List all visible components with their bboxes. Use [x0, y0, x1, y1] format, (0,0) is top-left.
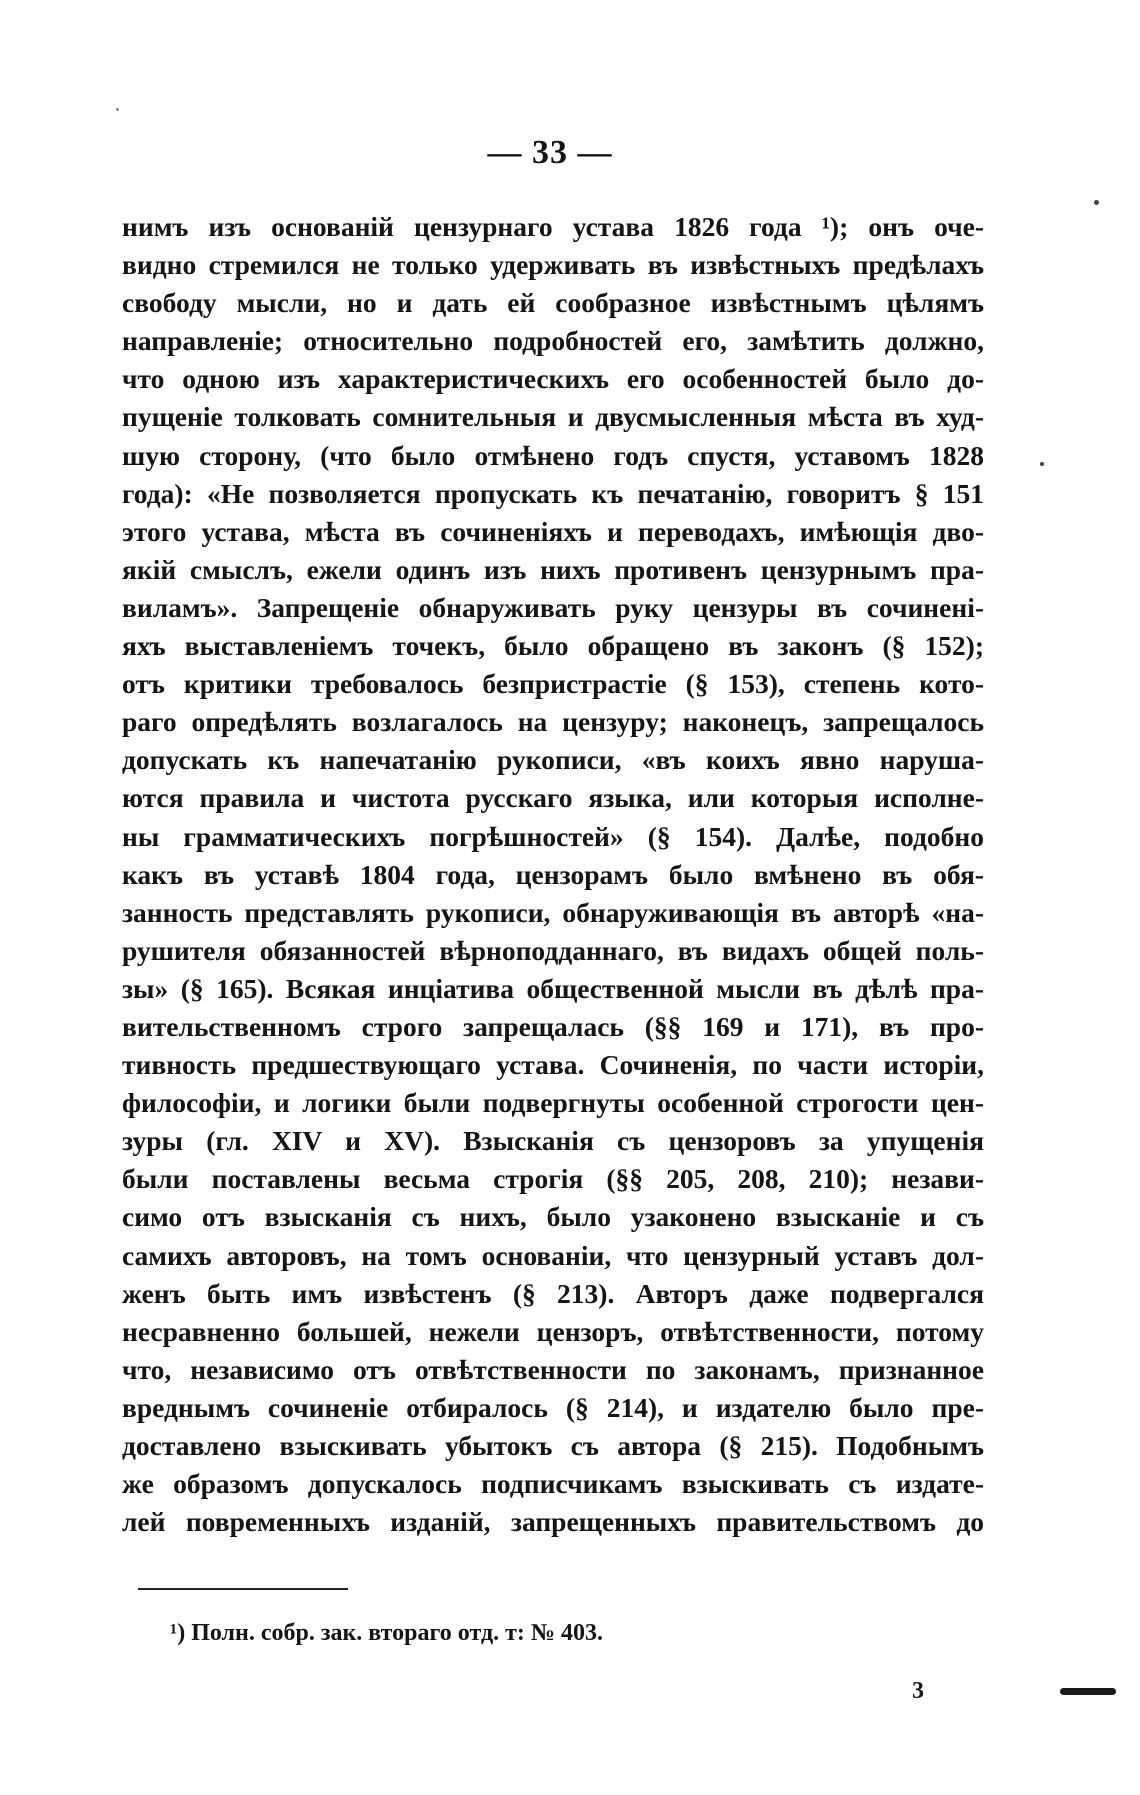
text-line: ны грамматическихъ погрѣшностей» (§ 154). Далѣе, подобно: [122, 820, 984, 852]
text-line: что, независимо отъ отвѣтственности по законамъ, признанное: [122, 1353, 984, 1385]
text-line: виламъ». Запрещеніе обнаруживать руку цензуры въ сочиненi-: [122, 591, 984, 623]
text-line: симо отъ взысканія съ нихъ, было узаконено взысканіе и съ: [122, 1201, 984, 1233]
text-line: пущеніе толковать сомнительныя и двусмысленныя мѣста въ худ-: [122, 401, 984, 433]
footnote: ¹) Полн. собр. зак. вторaго отд. т: № 403.: [170, 1620, 603, 1646]
ink-speck: [116, 108, 119, 111]
text-line: что одною изъ характеристическихъ его особенностей было до-: [122, 363, 984, 395]
text-line: лей повременныхъ изданій, запрещенныхъ правительствомъ до: [122, 1506, 984, 1538]
page-number: — 33 —: [487, 134, 613, 171]
text-line: вреднымъ сочиненіе отбиралось (§ 214), и издателю было пре-: [122, 1391, 984, 1423]
ink-speck: [1040, 462, 1044, 466]
text-line: шую сторону, (что было отмѣнено годъ спустя, уставомъ 1828: [122, 439, 984, 471]
text-line: свободу мысли, но и дать ей сообразное извѣстнымъ цѣлямъ: [122, 287, 984, 319]
text-line: были поставлены весьма строгія (§§ 205, 208, 210); незави-: [122, 1163, 984, 1195]
text-line: направленіе; относительно подробностей его, замѣтить должно,: [122, 325, 984, 357]
text-line: этого устава, мѣста въ сочиненіяхъ и переводахъ, имѣющія дво-: [122, 515, 984, 547]
footnote-divider: [138, 1588, 348, 1590]
text-line: нимъ изъ основаній цензурнаго устава 1826 года ¹); онъ оче-: [122, 211, 984, 242]
text-line: видно стремился не только удерживать въ извѣстныхъ предѣлахъ: [122, 249, 984, 281]
text-line: тивность предшествующаго устава. Сочиненія, по части исторіи,: [122, 1049, 984, 1081]
text-line: занность представлять рукописи, обнаруживающія въ авторѣ «на-: [122, 896, 984, 928]
ink-speck: [1094, 200, 1099, 205]
text-line: какъ въ уставѣ 1804 года, цензорамъ было вмѣнено въ обя-: [122, 858, 984, 890]
text-line: несравненно большей, нежели цензоръ, отвѣтственности, потому: [122, 1315, 984, 1347]
text-line: зы» (§ 165). Всякая инціативa общественной мысли въ дѣлѣ пра-: [122, 972, 984, 1004]
text-line: яхъ выставленіемъ точекъ, было обращено въ законъ (§ 152);: [122, 630, 984, 662]
text-line: философіи, и логики были подвергнуты особенной строгости цен-: [122, 1087, 984, 1119]
text-line: отъ критики требовалось безпристрастіе (§ 153), степень кото-: [122, 668, 984, 700]
text-line: допускать къ напечатанію рукописи, «въ коихъ явно наруша-: [122, 744, 984, 776]
text-line: вительственномъ строго запрещалась (§§ 169 и 171), въ про-: [122, 1010, 984, 1042]
text-line: раго опредѣлять возлагалось на цензуру; наконецъ, запрещалось: [122, 706, 984, 738]
body-text: [122, 208, 984, 1541]
text-line: года): «Не позволяется пропускать къ печатанію, говоритъ § 151: [122, 477, 984, 509]
signature-mark: 3: [912, 1678, 924, 1704]
text-line: зуры (гл. XIV и XV). Взысканія съ цензоровъ за упущенія: [122, 1125, 984, 1157]
text-line: женъ быть имъ извѣстенъ (§ 213). Авторъ даже подвергался: [122, 1277, 984, 1309]
text-line: ются правила и чистота русскаго языка, или которыя исполне-: [122, 782, 984, 814]
edge-ink-mark: [1060, 1688, 1116, 1695]
text-line: якій смыслъ, ежели одинъ изъ нихъ противенъ цензурнымъ пра-: [122, 553, 984, 585]
text-line: рушителя обязанностей вѣрноподданнаго, въ видахъ общей поль-: [122, 934, 984, 966]
text-line: самихъ авторовъ, на томъ основаніи, что цензурный уставъ дол-: [122, 1239, 984, 1271]
text-line: доставлено взыскивать убытокъ съ автора (§ 215). Подобнымъ: [122, 1430, 984, 1461]
text-line: же образомъ допускалось подписчикамъ взыскивать съ издате-: [122, 1468, 984, 1500]
